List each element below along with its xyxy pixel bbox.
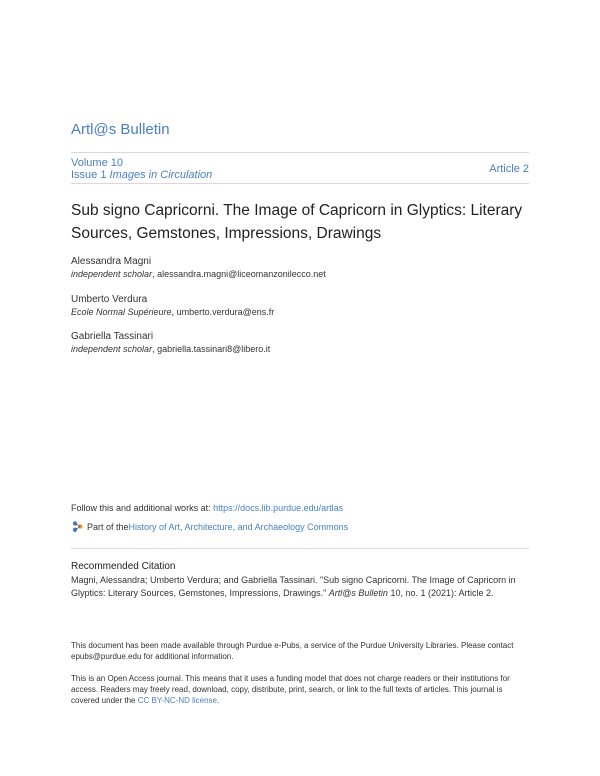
author-name: Umberto Verdura: [71, 294, 148, 305]
commons-link[interactable]: History of Art, Architecture, and Archaeology Commons: [128, 521, 349, 532]
citation-heading: Recommended Citation: [71, 561, 176, 572]
author-name: Alessandra Magni: [71, 256, 152, 267]
author-name: Gabriella Tassinari: [71, 331, 154, 342]
issue-name: Images in Circulation: [109, 169, 213, 181]
author-affiliation: independent scholar, alessandra.magni@liceomanzonilecco.net: [71, 269, 326, 279]
author-block: [71, 294, 274, 318]
repository-link[interactable]: https://docs.lib.purdue.edu/artlas: [213, 503, 344, 513]
follow-text: Follow this and additional works at:: [71, 503, 214, 513]
author-affiliation: independent scholar, gabriella.tassinari8@libero.it: [71, 344, 271, 354]
article-title: Sub signo Capricorni. The Image of Capricorn in Glyptics: Literary Sources, Gemstones, Impressions, Drawings: [71, 202, 523, 242]
commons-network-icon: [71, 520, 84, 533]
divider: [71, 152, 529, 153]
divider: [71, 183, 529, 184]
citation-journal: Artl@s Bulletin: [328, 587, 388, 598]
availability-notice: This document has been made available through Purdue e-Pubs, a service of the Purdue University Libraries. Please contact epubs@purdue.edu for additional information.: [71, 641, 514, 661]
article-number-link[interactable]: Article 2: [489, 163, 529, 175]
issue-line[interactable]: [71, 169, 212, 181]
citation-text: Magni, Alessandra; Umberto Verdura; and Gabriella Tassinari. "Sub signo Capricorni. The Image of Capricorn in Glyptics: Literary Sources, Gemstones, Impressions, Drawings." Artl@s Bulletin 10, no. 1 (2021): Article 2.: [71, 575, 516, 598]
author-email: gabriella.tassinari8@libero.it: [157, 344, 271, 354]
part-of-line: [71, 520, 348, 533]
author-email: umberto.verdura@ens.fr: [176, 307, 275, 317]
journal-title-link[interactable]: Artl@s Bulletin: [71, 121, 170, 138]
part-of-text: Part of the: [87, 521, 129, 532]
license-link[interactable]: CC BY-NC-ND license: [137, 696, 217, 705]
divider: [71, 548, 529, 549]
author-email: alessandra.magni@liceomanzonilecco.net: [157, 269, 326, 279]
author-block: [71, 256, 326, 280]
author-block: [71, 331, 270, 355]
author-affiliation: Ecole Normal Supérieure, umberto.verdura@ens.fr: [71, 307, 275, 317]
follow-line: [71, 503, 343, 513]
issue-number: Issue 1: [71, 169, 107, 181]
open-access-notice: This is an Open Access journal. This means that it uses a funding model that does not charge readers or their institutions for access. Readers may freely read, download, copy, distribute, print, search, or link to the full texts of articles. This journal is covered under the CC BY-NC-ND license.: [71, 674, 510, 705]
volume-link[interactable]: Volume 10: [71, 157, 123, 169]
